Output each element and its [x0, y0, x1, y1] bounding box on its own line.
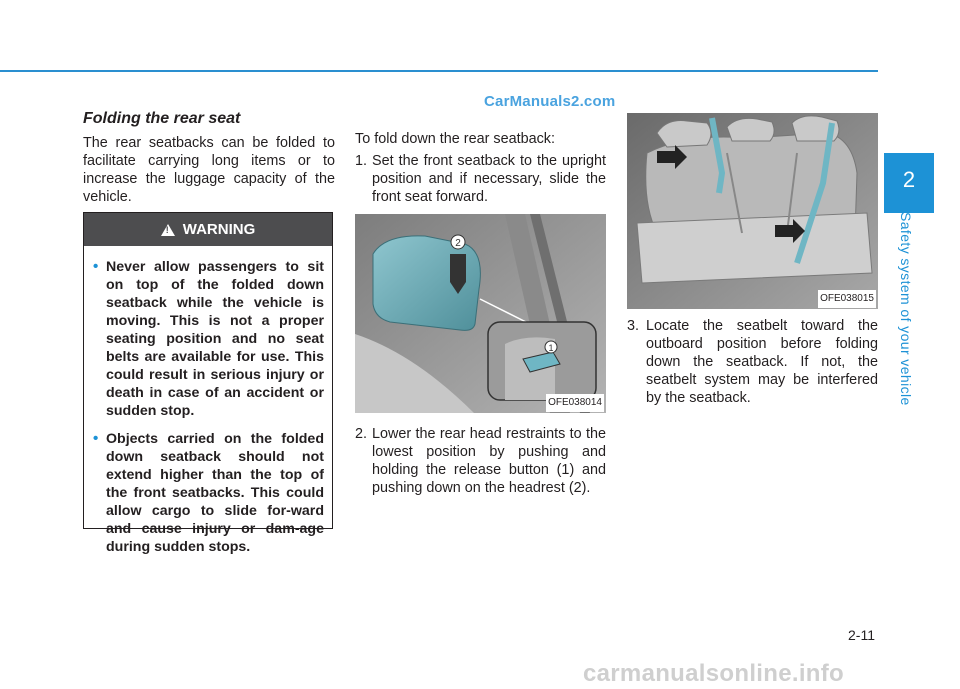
figure-code: OFE038014	[546, 394, 604, 412]
intro-paragraph: The rear seatbacks can be folded to facilitate carrying long items or to increase the luggage capacity of the vehicle.	[83, 135, 335, 205]
figure-code: OFE038015	[818, 290, 876, 308]
step-text: Lower the rear head restraints to the lowest position by pushing and holding the release button (1) and pushing down on the headrest (2).	[372, 426, 606, 496]
figure-headrest	[355, 214, 606, 413]
column-middle	[355, 130, 606, 497]
step-text: Locate the seatbelt toward the outboard position before folding down the seatback. If not, the seatbelt system may be interfered by the seatback.	[646, 318, 878, 406]
column-right	[627, 113, 878, 407]
page-number: 2-11	[848, 627, 875, 643]
step-number: 1.	[355, 153, 368, 169]
step-2	[355, 425, 606, 497]
chapter-title: Safety system of your vehicle	[898, 212, 914, 406]
chapter-number: 2	[902, 167, 916, 192]
chapter-title-vertical	[898, 212, 924, 406]
warning-box	[83, 212, 333, 555]
warning-header	[84, 213, 332, 246]
step-number: 3.	[627, 318, 640, 334]
warning-triangle-icon	[161, 224, 175, 236]
callout-1: 1	[548, 343, 554, 353]
callout-2: 2	[455, 238, 461, 249]
step-number: 2.	[355, 426, 368, 442]
column-left	[83, 110, 335, 206]
rear-seat-illustration	[627, 113, 878, 309]
warning-item: • Never allow passengers to sit on top of the folded down seatback while the vehicle is moving. This is not a proper seating position and no seat belts are available for use. This could result in serious injury or death in case of an accident or sudden stop.	[92, 258, 324, 420]
watermark-bottom: carmanualsonline.info	[583, 660, 845, 687]
procedure-intro: To fold down the rear seatback:	[355, 131, 555, 147]
headrest-illustration	[355, 214, 606, 413]
section-title: Folding the rear seat	[83, 110, 241, 127]
header-rule	[0, 70, 878, 72]
warning-list	[92, 258, 324, 556]
warning-item: • Objects carried on the folded down seatback should not extend higher than the top of the front seatbacks. This could allow cargo to slide for-ward and cause injury or dam-age during sudden stops.	[92, 430, 324, 556]
warning-label: WARNING	[182, 221, 256, 238]
step-3	[627, 317, 878, 407]
step-1	[355, 152, 606, 206]
figure-seatbelt	[627, 113, 878, 309]
watermark-top: CarManuals2.com	[484, 93, 616, 110]
step-text: Set the front seatback to the upright position and if necessary, slide the front seat forward.	[372, 153, 606, 205]
chapter-tab	[884, 153, 934, 213]
